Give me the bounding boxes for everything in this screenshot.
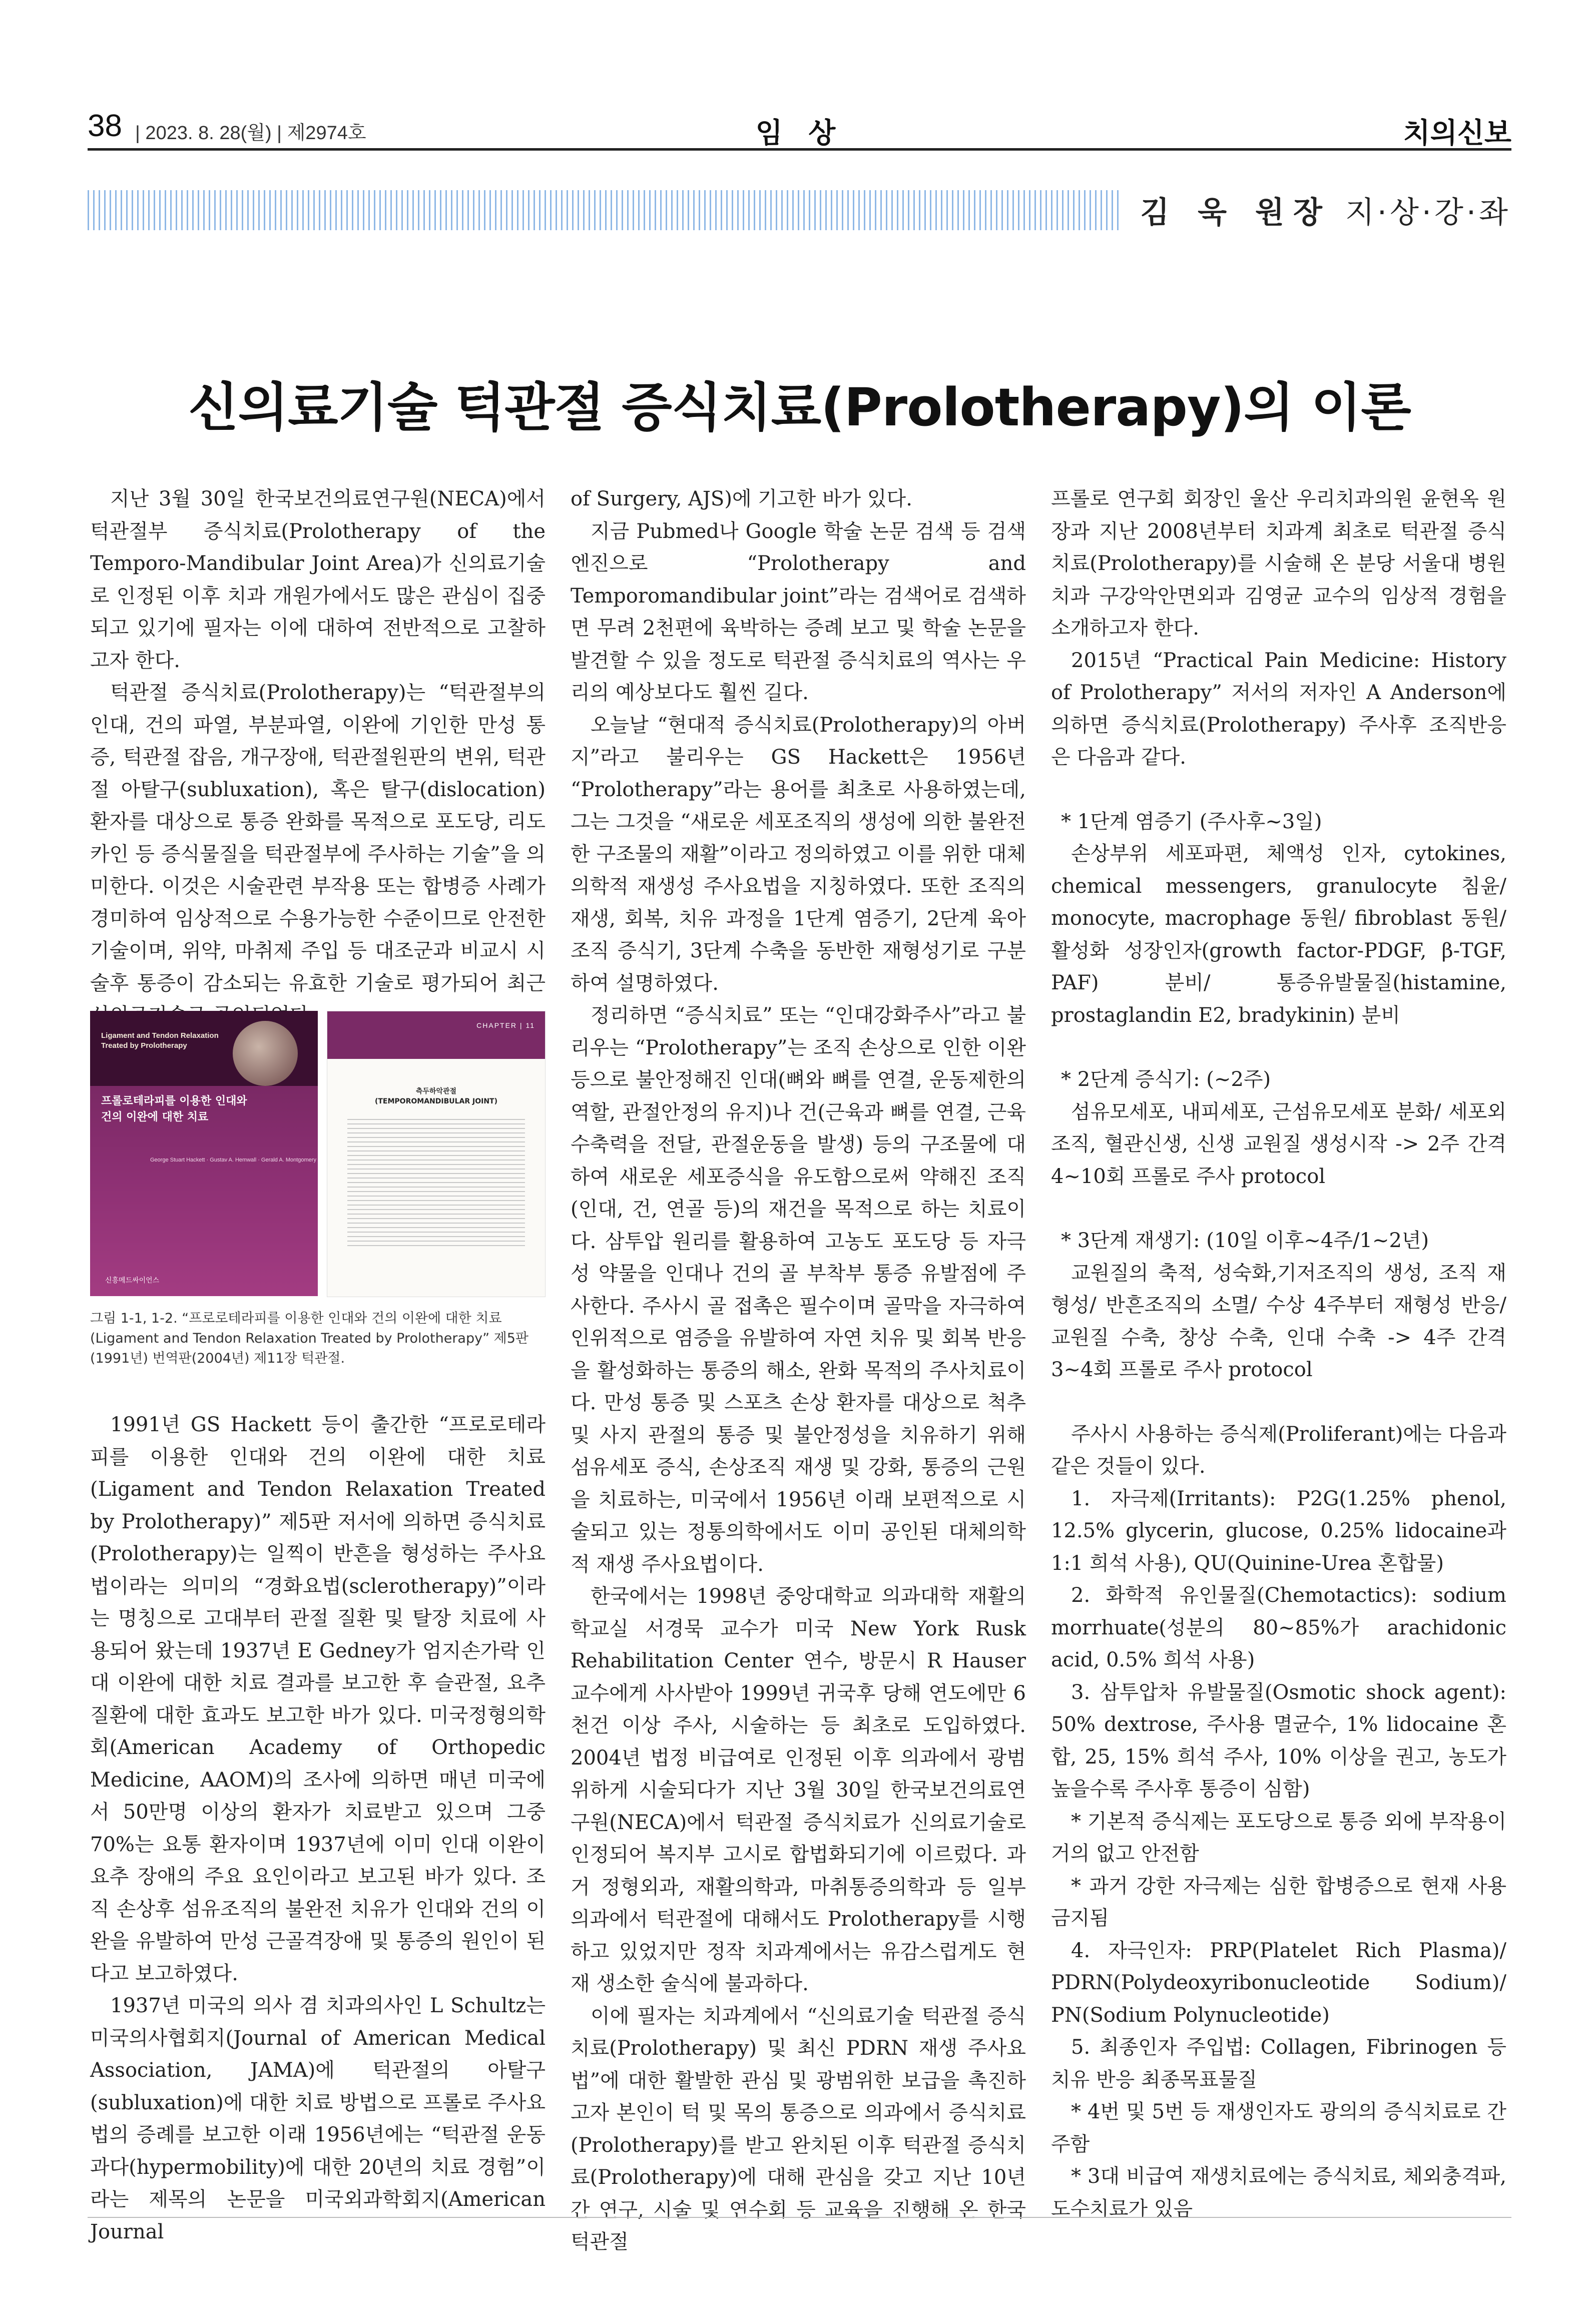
stage-heading: * 3단계 재생기: (10일 이후~4주/1~2년) bbox=[1061, 1229, 1429, 1252]
paragraph: 이에 필자는 치과계에서 “신의료기술 턱관절 증식치료(Prolotherapy) 및 최신 PDRN 재생 주사요법”에 대한 활발한 관심 및 광범위한 보급을 촉진하고자 본인이 턱 및 목의 통증으로 의과에서 증식치료(Prolotherapy)를 받고 완치된 이후 턱관절 증식치료(Prolotherapy)에 대해 관심을 갖고 지난 10년간 연구, 시술 및 연수회 등 교육을 진행해 온 한국 턱관절 bbox=[571, 2004, 1026, 2253]
book-cover-image bbox=[90, 1011, 318, 1296]
cover-korean-title bbox=[101, 1093, 247, 1125]
series-name: 지·상·강·좌 bbox=[1345, 195, 1511, 230]
figure-caption: 그림 1-1, 1-2. “프로로테라피를 이용한 인대와 건의 이완에 대한 치료(Ligament and Tendon Relaxation Treated by Prolotherapy” 제5판(1991년) 번역판(2004년) 제11장 턱관절. bbox=[90, 1311, 528, 1366]
list-item: 1. 자극제(Irritants): P2G(1.25% phenol, 12.5% glycerin, glucose, 0.25% lidocaine과 1:1 희석 사용), QU(Quinine-Urea 혼합물) bbox=[1051, 1487, 1506, 1575]
list-item: 3. 삼투압차 유발물질(Osmotic shock agent): 50% dextrose, 주사용 멸균수, 1% lidocaine 혼합, 25, 15% 희석 주사, 10% 이상을 권고, 농도가 높을수록 주사후 통증이 심함) bbox=[1051, 1680, 1506, 1801]
article-column-2 bbox=[571, 483, 1026, 2258]
paragraph: 턱관절 증식치료(Prolotherapy)는 “턱관절부의 인대, 건의 파열, 부분파열, 이완에 기인한 만성 통증, 턱관절 잡음, 개구장애, 턱관절원판의 변위, 턱관절 아탈구(subluxation), 혹은 탈구(dislocation) 환자를 대상으로 통증 완화를 목적으로 포도당, 리도카인 등 증식물질을 턱관절부에 주사하는 기술”을 의미한다. 이것은 시술관련 부작용 또는 합병증 사례가 경미하여 임상적으로 수용가능한 수준이므로 안전한 기술이며, 위약, 마취제 주입 등 대조군과 비교시 시술후 통증이 감소되는 유효한 기술로 평가되어 최근 bbox=[90, 681, 546, 995]
page-body-text-lines bbox=[347, 1119, 525, 1249]
cover-korean-title-line: 건의 이완에 대한 치료 bbox=[101, 1111, 209, 1123]
stage-heading: * 2단계 증식기: (~2주) bbox=[1061, 1068, 1271, 1091]
page-heading-en: (TEMPOROMANDIBULAR JOINT) bbox=[374, 1097, 498, 1105]
cover-korean-title-line: 프롤로테라피를 이용한 인대와 bbox=[101, 1095, 247, 1107]
article-column-3 bbox=[1051, 483, 1506, 2225]
page-chapter-label: CHAPTER | 11 bbox=[476, 1021, 535, 1029]
stage-body: 교원질의 축적, 성숙화,기저조직의 생성, 조직 재형성/ 반흔조직의 소멸/ 수상 4주부터 재형성 반응/ 교원질 수축, 창상 수축, 인대 수축 -> 4주 간격 3~4회 프롤로 주사 protocol bbox=[1051, 1261, 1506, 1381]
list-item: 4. 자극인자: PRP(Platelet Rich Plasma)/ PDRN(Polydeoxyribonucleotide Sodium)/ PN(Sodium Polynucleotide) bbox=[1051, 1939, 1506, 2027]
paragraph: of Surgery, AJS)에 기고한 바가 있다. bbox=[571, 487, 912, 510]
list-item: 5. 최종인자 주입법: Collagen, Fibrinogen 등 치유 반응 최종목표물질 bbox=[1051, 2036, 1506, 2091]
book-inner-page-image bbox=[327, 1011, 546, 1297]
page-number: 38 bbox=[88, 109, 122, 143]
page-heading-ko: 측두하악관절 bbox=[415, 1087, 457, 1095]
cover-publisher: 신흥메드싸이언스 bbox=[105, 1277, 160, 1285]
cover-authors: George Stuart Hackett · Gustav A. Hemwall · Gerald A. Montgomery bbox=[150, 1157, 316, 1163]
article-title: 신의료기술 턱관절 증식치료(Prolotherapy)의 이론 bbox=[188, 376, 1411, 438]
article-column-1 bbox=[90, 483, 546, 1032]
paragraph: 1991년 GS Hackett 등이 출간한 “프로로테라피를 이용한 인대와 건의 이완에 대한 치료(Ligament and Tendon Relaxation Treated by Prolotherapy)” 제5판 저서에 의하면 증식치료(Prolotherapy)는 일찍이 반흔을 형성하는 주사요법이라는 의미의 “경화요법(sclerotherapy)”이라는 명칭으로 고대부터 관절 질환 및 탈장 치료에 사용되어 왔는데 1937년 E Gedney가 엄지손가락 인대 이완에 대한 치료 결과를 보고한 후 슬관절, 요추질환에 대한 효과도 보고한 바가 있다. 미국정형의학회(American Academy of Orthopedic Medicine, AAOM)의 조사에 의하면 매년 미국에서 50만명 이상의 환자가 치료받고 있으며 그중 70%는 요통 환자이며 1937년에 이미 인대 이완이 요추 장애의 주요 요인이라고 보고된 바가 있다. 조직 손상후 섬유조직의 불완전 치유가 인대와 건의 이완을 유발하여 만성 근골격장애 및 통증의 원인이 된다고 보고하였다. bbox=[90, 1413, 546, 1985]
paragraph: 2015년 “Practical Pain Medicine: History of Prolotherapy” 저서의 저자인 A Anderson에 의하면 증식치료(Prolotherapy) 주사후 조직반응은 다음과 같다. bbox=[1051, 649, 1506, 769]
figure-book-images bbox=[90, 1011, 546, 1296]
page-heading bbox=[327, 1086, 545, 1106]
article-column-1-continued bbox=[90, 1409, 546, 2248]
masthead-logo: 치의신보 bbox=[1403, 117, 1511, 150]
note: * 3대 비급여 재생치료에는 증식치료, 체외충격파, 도수치료가 있음 bbox=[1051, 2165, 1506, 2220]
list-item: 2. 화학적 유인물질(Chemotactics): sodium morrhuate(성분의 80~85%가 arachidonic acid, 0.5% 희석 사용) bbox=[1051, 1584, 1506, 1671]
page-header bbox=[88, 103, 1511, 151]
paragraph: 지난 3월 30일 한국보건의료연구원(NECA)에서 턱관절부 증식치료(Prolotherapy of the Temporo-Mandibular Joint Area)가 신의료기술로 인정된 이후 치과 개원가에서도 많은 관심이 집중되고 있기에 필자는 이에 대하여 전반적으로 고찰하고자 한다. bbox=[90, 487, 546, 672]
page-top-band bbox=[327, 1011, 545, 1059]
paragraph: 지금 Pubmed나 Google 학술 논문 검색 등 검색 엔진으로 “Prolotherapy and Temporomandibular joint”라는 검색어로 검색하면 무려 2천편에 육박하는 증례 보고 및 학술 논문을 발견할 수 있을 정도로 턱관절 증식치료의 역사는 우리의 예상보다도 훨씬 길다. bbox=[571, 519, 1026, 704]
footer-divider bbox=[88, 2217, 1511, 2218]
series-author: 김 욱 원장 bbox=[1140, 195, 1331, 230]
stage-heading: * 1단계 염증기 (주사후~3일) bbox=[1061, 810, 1322, 833]
paragraph: 프롤로 연구회 회장인 울산 우리치과의원 윤현옥 원장과 지난 2008년부터 치과계 최초로 턱관절 증식치료(Prolotherapy)를 시술해 온 분당 서울대 병원 치과 구강악안면외과 김영균 교수의 임상적 경험을 소개하고자 한다. bbox=[1051, 487, 1506, 640]
paragraph: 한국에서는 1998년 중앙대학교 의과대학 재활의학교실 서경묵 교수가 미국 New York Rusk Rehabilitation Center 연수, 방문시 R Hauser 교수에게 사사받아 1999년 귀국후 당해 연도에만 6천건 이상 주사, 시술하는 등 최초로 도입하였다. 2004년 법정 비급여로 인정된 이후 의과에서 광범위하게 시술되다가 지난 3월 30일 한국보건의료연구원(NECA)에서 턱관절 증식치료가 신의료기술로 인정되어 복지부 고시로 합법화되기에 이르렀다. 과거 정형외과, 재활의학과, 마취통증의학과 등 일부 의과에서 턱관절에 대해서도 Prolotherapy를 시행하고 있었지만 정작 치과계에서는 유감스럽게도 현재 생소한 술식에 불과하다. bbox=[571, 1585, 1026, 1995]
paragraph: 주사시 사용하는 증식제(Proliferant)에는 다음과 같은 것들이 있다. bbox=[1051, 1422, 1506, 1478]
cover-photo bbox=[233, 1021, 298, 1086]
note: * 과거 강한 자극제는 심한 합병증으로 현재 사용 금지됨 bbox=[1051, 1874, 1506, 1930]
paragraph: 1937년 미국의 의사 겸 치과의사인 L Schultz는 미국의사협회지(Journal of American Medical Association, JAMA)에 턱관절의 아탈구(subluxation)에 대한 치료 방법으로 프롤로 주사요법의 증례를 보고한 이래 1956년에는 “턱관절 운동과다(hypermobility)에 대한 20년의 치료 경험”이라는 제목의 논문을 미국외과학회지(American Journal bbox=[90, 1994, 546, 2243]
cover-english-title: Ligament and Tendon Relaxation Treated by Prolotherapy bbox=[101, 1031, 219, 1050]
paragraph: 정리하면 “증식치료” 또는 “인대강화주사”라고 불리우는 “Prolotherapy”는 조직 손상으로 인한 이완 등으로 불안정해진 인대(뼈와 뼈를 연결, 운동제한의 역할, 관절안정의 유지)나 건(근육과 뼈를 연결, 근육 수축력을 전달, 관절운동을 발생) 등의 구조물에 대하여 새로운 세포증식을 유도함으로써 약해진 조직(인대, 건, 연골 등)의 재건을 목적으로 하는 치료이다. 삼투압 원리를 활용하여 고농도 포도당 등 자극성 약물을 인대나 건의 골 부착부 통증 유발점에 주사한다. 주사시 골 접촉은 필수이며 골막을 자극하여 인위적으로 염증을 유발하여 자연 치유 및 회복 반응을 활성화하는 통증의 해소, 완화 목적의 주사치료이다. 만성 통증 및 스포츠 손상 환자를 대상으로 척추 및 사지 관절의 통증 및 불안정성을 치유하기 위해 섬유세포 증식, 손상조직 재생 및 강화, 통증의 근원을 치료하는, 미국에서 1956년 이래 보편적으로 시술되고 있는 정통의학에서도 이미 공인된 대체의학적 재생 주사요법이다. bbox=[571, 1004, 1026, 1576]
section-name: 임 상 bbox=[755, 117, 844, 150]
stage-body: 섬유모세포, 내피세포, 근섬유모세포 분화/ 세포외조직, 혈관신생, 신생 교원질 생성시작 -> 2주 간격 4~10회 프롤로 주사 protocol bbox=[1051, 1100, 1506, 1188]
issue-info: | 2023. 8. 28(월) | 제2974호 bbox=[135, 123, 366, 144]
note: * 4번 및 5번 등 재생인자도 광의의 증식치료로 간주함 bbox=[1051, 2100, 1506, 2156]
note: * 기본적 증식제는 포도당으로 통증 외에 부작용이 거의 없고 안전함 bbox=[1051, 1810, 1506, 1865]
stage-body: 손상부위 세포파편, 체액성 인자, cytokines, chemical messengers, granulocyte 침윤/ monocyte, macrophage 동원/ fibroblast 동원/ 활성화 성장인자(growth factor-PDGF, β-TGF, PAF) 분비/ 통증유발물질(histamine, prostaglandin E2, bradykinin) 분비 bbox=[1051, 842, 1506, 1027]
series-title bbox=[1140, 190, 1511, 230]
series-decorative-bar bbox=[88, 190, 1119, 230]
paragraph: 오늘날 “현대적 증식치료(Prolotherapy)의 아버지”라고 불리우는 GS Hackett은 1956년 “Prolotherapy”라는 용어를 최초로 사용하였는데, 그는 그것을 “새로운 세포조직의 생성에 의한 불완전한 구조물의 재활”이라고 정의하였고 이를 위한 대체의학적 재생성 주사요법을 지칭하였다. 또한 조직의 재생, 회복, 치유 과정을 1단계 염증기, 2단계 육아조직 증식기, 3단계 수축을 동반한 재형성기로 구분하여 설명하였다. bbox=[571, 713, 1026, 995]
